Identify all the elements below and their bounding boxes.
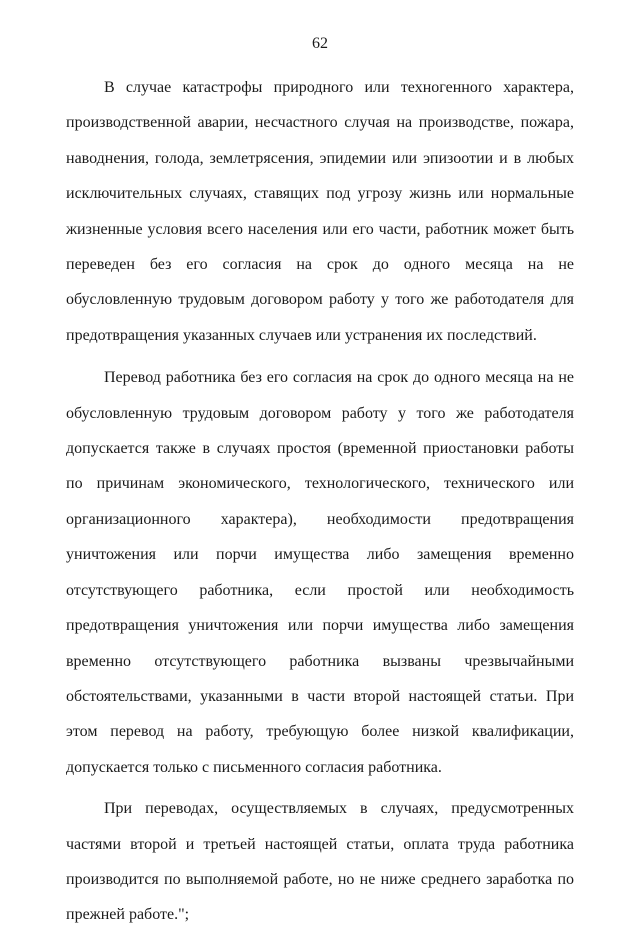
document-body — [66, 70, 574, 933]
paragraph: Перевод работника без его согласия на срок до одного месяца на не обусловленную трудовым договором работу у того же работодателя допускается также в случаях простоя (временной приостановки работы по причинам экономического, технологического, технического или организационного характера), необходимости предотвращения уничтожения или порчи имущества либо замещения временно отсутствующего работника, если простой или необходимость предотвращения уничтожения или порчи имущества либо замещения временно отсутствующего работника вызваны чрезвычайными обстоятельствами, указанными в части второй настоящей статьи. При этом перевод на работу, требующую более низкой квалификации, допускается только с письменного согласия работника. — [66, 369, 574, 776]
page-number: 62 — [312, 35, 328, 52]
paragraph: В случае катастрофы природного или техногенного характера, производственной аварии, несчастного случая на производстве, пожара, наводнения, голода, землетрясения, эпидемии или эпизоотии и в любых исключительных случаях, ставящих под угрозу жизнь или нормальные жизненные условия всего населения или его части, работник может быть переведен без его согласия на срок до одного месяца на не обусловленную трудовым договором работу у того же работодателя для предотвращения указанных случаев или устранения их последствий. — [66, 79, 574, 344]
paragraph: При переводах, осуществляемых в случаях, предусмотренных частями второй и третьей настоящей статьи, оплата труда работника производится по выполняемой работе, но не ниже среднего заработка по прежней работе."; — [66, 800, 574, 924]
